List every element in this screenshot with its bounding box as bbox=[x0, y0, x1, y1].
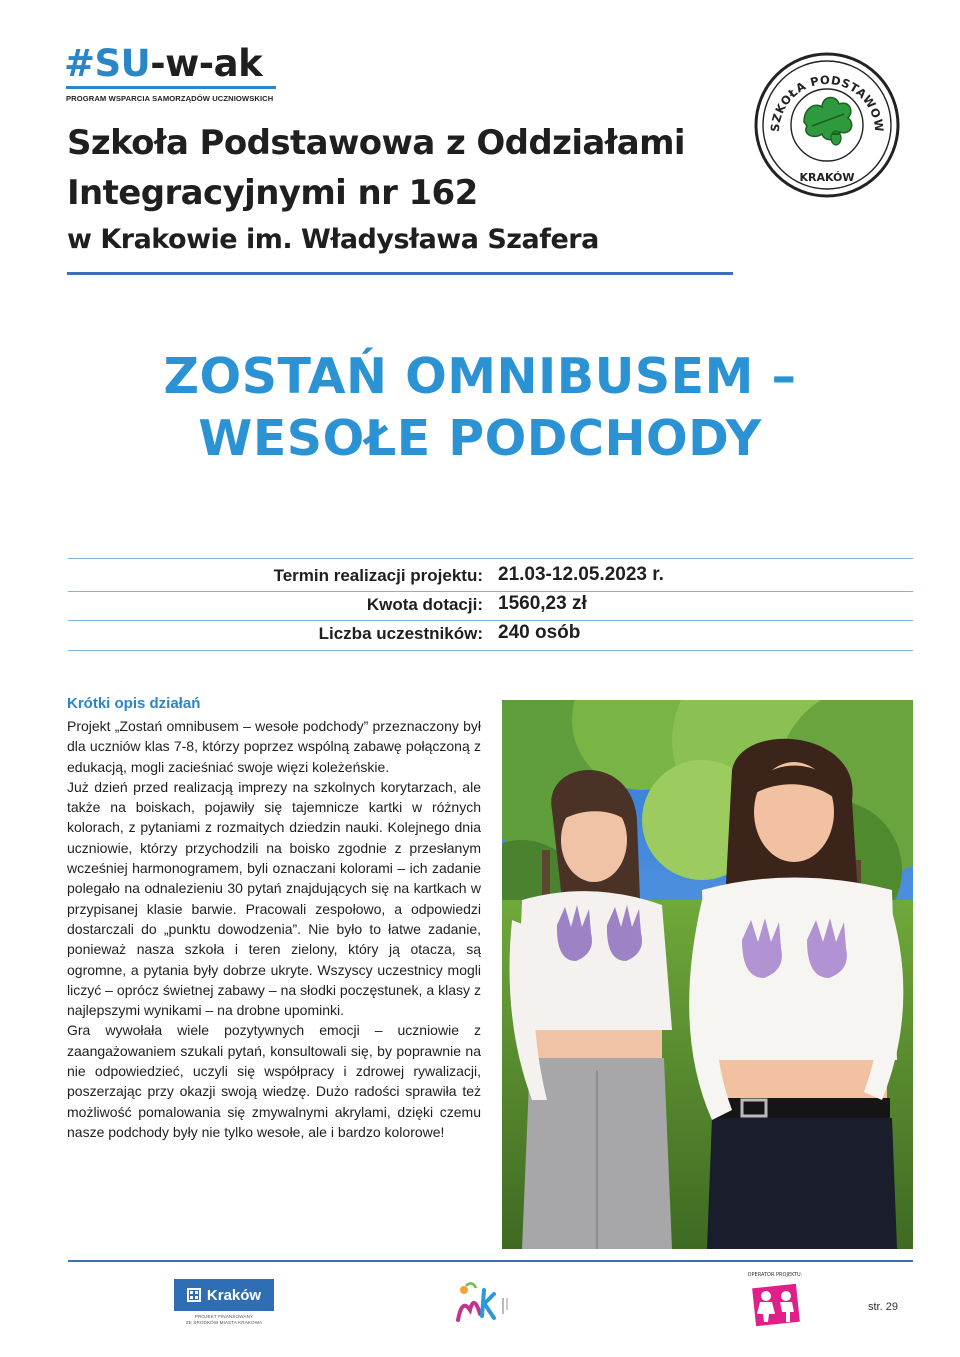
description-heading: Krótki opis działań bbox=[67, 695, 201, 712]
seal-city-text: KRAKÓW bbox=[799, 171, 855, 184]
fact-value: 240 osób bbox=[498, 622, 581, 643]
project-title-line-2: WESOŁE PODCHODY bbox=[198, 410, 762, 467]
fact-label: Termin realizacji projektu: bbox=[273, 566, 483, 585]
facts-rule bbox=[68, 650, 913, 651]
school-name-line-2: Integracyjnymi nr 162 bbox=[67, 173, 478, 213]
program-logo-bar bbox=[66, 86, 276, 89]
krakow-city-logo bbox=[174, 1279, 274, 1326]
mlody-krakow-logo bbox=[450, 1280, 520, 1328]
school-name-line-3: w Krakowie im. Władysława Szafera bbox=[67, 224, 599, 255]
school-name bbox=[67, 118, 737, 262]
fact-value: 1560,23 zł bbox=[498, 593, 587, 614]
project-title bbox=[0, 346, 960, 470]
page-number: str. 29 bbox=[868, 1301, 898, 1313]
description-body bbox=[67, 716, 481, 1142]
description-paragraph: Już dzień przed realizacją imprezy na szkolnych korytarzach, ale także na boiskach, pojawiły się tajemnicze kartki w różnych kolorach, z pytaniami z rozmaitych dziedzin nauki. Kolejnego dnia uczniowie, którzy przychodzili na boisko zgodnie z przesłanym wcześniej harmonogramem, byli oznaczani kolorami – ich zadanie polegało na odnalezieniu 30 pytań znajdujących się na kartkach w przypisanej klasie barwie. Pracowali zespołowo, a odpowiedzi dostarczali do „punktu dowodzenia”. Nie było to łatwe zadanie, ponieważ nasza szkoła i teren zielony, który ją otacza, są ogromne, a pytania były dobrze ukryte. Wszyscy uczestnicy mogli liczyć – oprócz świetnej zabawy – na słodki poczęstunek, a klasy z najlepszymi wynikami – na drobne upominki. bbox=[67, 778, 481, 1019]
krakow-grid-icon bbox=[187, 1288, 201, 1302]
krakow-funding-note: PROJEKT FINANSOWANY ZE ŚRODKÓW MIASTA KRAKOWA bbox=[185, 1314, 263, 1325]
program-logo-subtitle: PROGRAM WSPARCIA SAMORZĄDÓW UCZNIOWSKICH bbox=[66, 94, 274, 103]
operator-foundation-logo bbox=[730, 1268, 820, 1338]
school-name-line-1: Szkoła Podstawowa z Oddziałami bbox=[67, 123, 685, 163]
program-logo bbox=[64, 42, 274, 103]
footer-divider bbox=[68, 1260, 913, 1262]
event-photo bbox=[502, 700, 913, 1249]
fact-row-grant bbox=[68, 591, 913, 621]
operator-label: OPERATOR PROJEKTU: bbox=[747, 1272, 803, 1278]
facts-rule bbox=[68, 558, 913, 559]
program-logo-text: #SU-w-ak bbox=[64, 42, 263, 85]
project-title-line-1: ZOSTAŃ OMNIBUSEM – bbox=[163, 348, 797, 405]
krakow-label: Kraków bbox=[206, 1286, 262, 1304]
fact-row-term bbox=[68, 562, 913, 592]
description-paragraph: Gra wywołała wiele pozytywnych emocji – uczniowie z zaangażowaniem szukali pytań, konsultowali się, by poprawnie na nie odpowiedzieć, uczyli się współpracy i zdrowej rywalizacji, poszerzając przy okazji swoją wiedzę. Dużo radości sprawiła też możliwość pomalowania się zmywalnymi akrylami, dzięki czemu nasze podchody były nie tylko wesołe, ale i bardzo kolorowe! bbox=[67, 1022, 481, 1140]
fact-label: Liczba uczestników: bbox=[318, 624, 483, 643]
description-paragraph: Projekt „Zostań omnibusem – wesołe podchody” przeznaczony był dla uczniów klas 7-8, którzy poprzez wspólną zabawę połączoną z edukacją, mogli zacieśniać swoje więzi koleżeńskie. bbox=[67, 718, 481, 775]
seal-ring-text: SZKOŁA PODSTAWOW bbox=[767, 72, 887, 133]
fact-label: Kwota dotacji: bbox=[366, 595, 483, 614]
fact-row-participants bbox=[68, 620, 913, 650]
fact-value: 21.03-12.05.2023 r. bbox=[498, 564, 664, 585]
school-seal-logo bbox=[752, 50, 902, 200]
header-divider bbox=[67, 272, 733, 275]
